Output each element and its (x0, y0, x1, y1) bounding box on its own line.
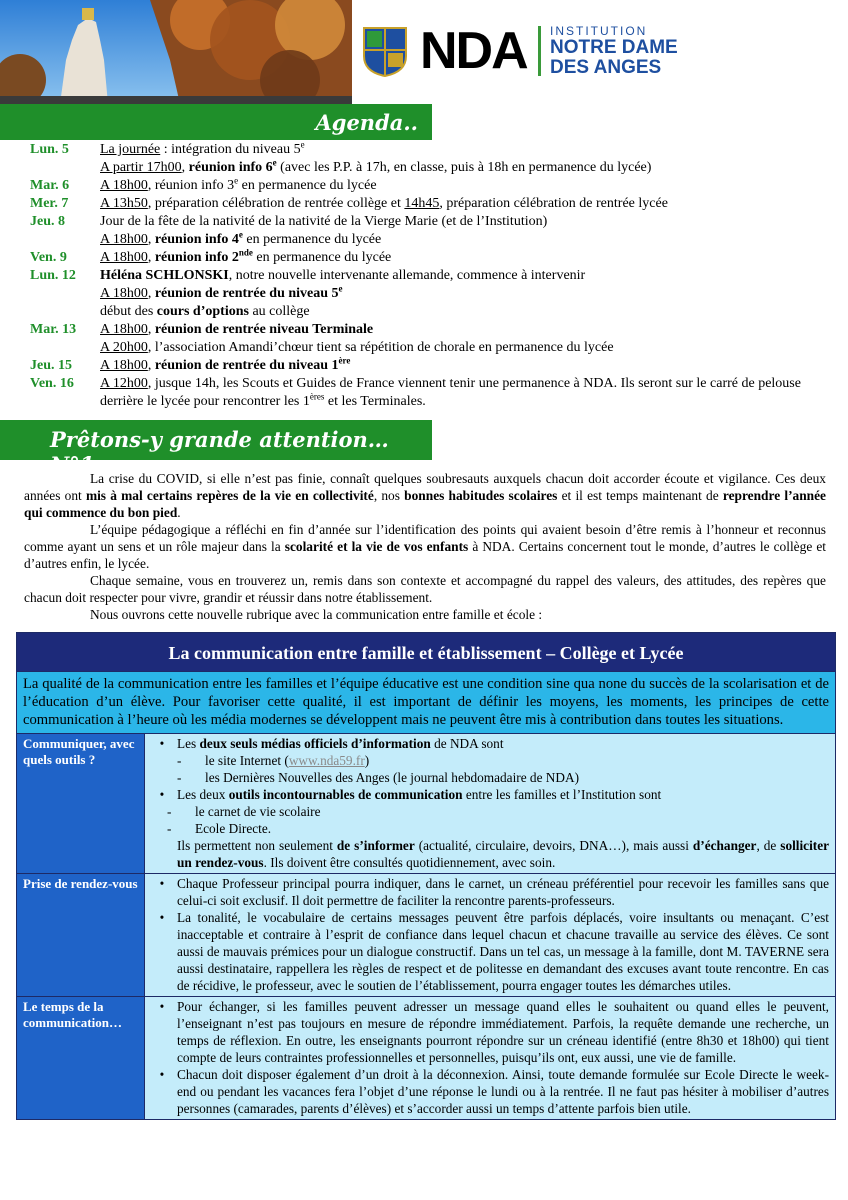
agenda-day: Jeu. 8 (30, 214, 65, 229)
page-header (0, 0, 848, 104)
agenda-day (30, 303, 100, 321)
agenda-day: Jeu. 15 (30, 358, 72, 373)
site-link[interactable]: www.nda59.fr (288, 753, 365, 768)
list-sub-item: - le site Internet (www.nda59.fr) (177, 753, 370, 768)
agenda-row (30, 375, 830, 411)
communication-table (16, 632, 836, 1120)
agenda-text: A 18h00, réunion info 3e en permanence du lycée (100, 175, 377, 193)
bullet-icon: • (159, 1067, 165, 1082)
logo-letters: NDA (420, 22, 527, 80)
agenda-day: Ven. 16 (30, 376, 74, 391)
agenda-text: A 18h00, réunion de rentrée du niveau 1ère (100, 355, 351, 373)
agenda-text: début des cours d’options au collège (100, 304, 310, 319)
agenda-text: Héléna SCHLONSKI, notre nouvelle intervenante allemande, commence à intervenir (100, 268, 586, 283)
table-title: La communication entre famille et établissement – Collège et Lycée (17, 633, 835, 671)
agenda-text: La journée : intégration du niveau 5e (100, 139, 305, 157)
preton-banner (0, 420, 432, 477)
row-content-rdv (145, 874, 835, 996)
institution-name (550, 38, 678, 78)
list-item-tail: Ils permettent non seulement de s’informer (actualité, circulaire, devoirs, DNA…), mais aussi d’échanger, de solliciter un rendez-vous. Ils doivent être consultés quotidiennement, avec soin. (177, 838, 829, 870)
list-sub-item: - les Dernières Nouvelles des Anges (le journal hebdomadaire de NDA) (177, 770, 580, 785)
list-item: • Pour échanger, si les familles peuvent adresser un message quand elles le souhaitent ou quand elles le peuvent, l’enseignant n’est pas toujours en mesure de répondre immédiatement. Parfois, la requête demande une recherche, un temps de réflexion. En outre, les enseignants pourront répondre sur un créneau identifié (entre 8h30 et 18h00) qui tient compte de leurs contraintes professionnelles et personnelles, puisqu’ils ont, eux aussi, une vie de famille. (147, 998, 829, 1066)
preton-title: Prêtons-y grande attention… N°1 (50, 427, 389, 477)
table-row (17, 873, 835, 996)
row-label-temps: Le temps de la communication… (17, 997, 145, 1119)
agenda-text: A 20h00, l’association Amandi’chœur tient sa répétition de chorale en permanence du lycée (100, 340, 614, 355)
agenda-text: A 12h00, jusque 14h, les Scouts et Guides de France viennent tenir une permanence à NDA. Ils seront sur le carré de pelouse derrière le lycée pour rencontrer les 1ères et les Terminales. (100, 376, 801, 409)
agenda-row (30, 285, 830, 303)
bullet-icon: • (159, 910, 165, 925)
bullet-icon: • (159, 999, 165, 1014)
intro-paragraph: Nous ouvrons cette nouvelle rubrique avec la communication entre famille et école : (90, 607, 543, 622)
agenda-title: Agenda.. (315, 110, 418, 135)
institution-label: INSTITUTION (550, 24, 648, 38)
preton-intro (24, 470, 826, 623)
agenda-row (30, 303, 830, 321)
intro-paragraph: La crise du COVID, si elle n’est pas finie, connaît quelques soubresauts auxquels chacun doit accorder écoute et vigilance. Ces deux années ont mis à mal certains repères de la vie en collectivité, nos bonnes habitudes scolaires et il est temps maintenant de reprendre l’année qui commence du bon pied. (24, 471, 827, 520)
agenda-row (30, 249, 830, 267)
bullet-icon: • (159, 876, 165, 891)
list-item: • Les deux seuls médias officiels d’information de NDA sont (147, 735, 829, 752)
intro-paragraph: Chaque semaine, vous en trouverez un, remis dans son contexte et accompagné du rappel des valeurs, des attitudes, des repères que chacun doit respecter pour vivre, grandir et réussir dans notre établissement. (24, 573, 826, 605)
agenda-list (30, 141, 830, 411)
agenda-day: Lun. 12 (30, 268, 76, 283)
crest-icon (362, 26, 408, 78)
agenda-text: A 13h50, préparation célébration de rentrée collège et 14h45, préparation célébration de rentrée lycée (100, 196, 668, 211)
list-item: • La tonalité, le vocabulaire de certains messages peuvent être parfois déplacés, voire insultants ou menaçant. C’est inacceptable et contraire à l’esprit de confiance dans lequel chacun et chacune travaille au service des élèves. Ce sont aussi de mauvais prémices pour un dialogue constructif. Dans un tel cas, un message à la famille, dont M. TAVERNE sera aussi destinataire, rappellera les règles de respect et de politesse en demandant des excuses avant toute rencontre. En cas de récidive, le professeur, avec le soutien de l’établissement, pourra engager toutes les démarches utiles. (147, 909, 829, 994)
agenda-day (30, 339, 100, 357)
intro-paragraph: L’équipe pédagogique a réfléchi en fin d’année sur l’identification des points qui avaient besoin d’être remis à l’honneur et reconnus comme ayant un sens et un rôle majeur dans la scolarité et la vie de vos enfants à NDA. Certains concernent tout le monde, d’autres le collège et d’autres enfin, le lycée. (24, 522, 826, 571)
agenda-day: Mer. 7 (30, 196, 69, 211)
agenda-row (30, 339, 830, 357)
agenda-day (30, 159, 100, 177)
agenda-row (30, 213, 830, 231)
agenda-day: Mar. 13 (30, 322, 77, 337)
table-intro: La qualité de la communication entre les familles et l’équipe éducative est une condition sine qua none du succès de la scolarisation et de l’éducation d’un élève. Pour favoriser cette qualité, il est important de définir les moyens, les moments, les principes de cette communication à l’heure où les média modernes se développent mais ne peuvent être mis à contribution dans toutes les situations. (17, 671, 835, 733)
agenda-text: A 18h00, réunion info 2nde en permanence du lycée (100, 247, 392, 265)
row-content-temps (145, 997, 835, 1119)
list-item: • Les deux outils incontournables de communication entre les familles et l’Institution sont (147, 786, 829, 803)
table-row (17, 733, 835, 873)
institution-line-2: DES ANGES (550, 57, 662, 78)
agenda-text: A 18h00, réunion de rentrée niveau Terminale (100, 322, 374, 337)
agenda-row (30, 231, 830, 249)
agenda-text: Jour de la fête de la nativité de la nativité de la Vierge Marie (et de l’Institution) (100, 214, 548, 229)
list-sub-item: - Ecole Directe. (167, 821, 272, 836)
agenda-day (30, 231, 100, 249)
agenda-day (30, 285, 100, 303)
agenda-row (30, 195, 830, 213)
list-item: • Chacun doit disposer également d’un droit à la déconnexion. Ainsi, toute demande formulée sur Ecole Directe le week-end ou pendant les vacances fera l’objet d’une réponse le lundi ou à la rentrée. Il ne faut pas hésiter à mobiliser d’autres personnes (camarades, parents d’élèves) et s’accorder aussi un temps d’attente parfois bien utile. (147, 1066, 829, 1117)
header-photo (0, 0, 352, 104)
row-content-outils (145, 734, 835, 873)
list-item: • Chaque Professeur principal pourra indiquer, dans le carnet, un créneau préférentiel pour recevoir les familles sans que celui-ci soit exclusif. Il doit permettre de faciliter la rencontre parents-professeurs. (147, 875, 829, 909)
agenda-day: Mar. 6 (30, 178, 70, 193)
agenda-banner (0, 104, 432, 140)
agenda-row (30, 141, 830, 159)
agenda-row (30, 321, 830, 339)
row-label-rdv: Prise de rendez-vous (17, 874, 145, 996)
agenda-text: A 18h00, réunion info 4e en permanence du lycée (100, 229, 382, 247)
agenda-day: Ven. 9 (30, 250, 67, 265)
agenda-row (30, 357, 830, 375)
bullet-icon: • (159, 787, 165, 802)
bullet-icon: • (159, 736, 165, 751)
agenda-row (30, 159, 830, 177)
nda-logo (362, 22, 722, 82)
agenda-text: A partir 17h00, réunion info 6e (avec les P.P. à 17h, en classe, puis à 18h en permanence du lycée) (100, 157, 652, 175)
institution-line-1: NOTRE DAME (550, 37, 678, 58)
agenda-text: A 18h00, réunion de rentrée du niveau 5e (100, 283, 343, 301)
logo-divider (538, 26, 541, 76)
list-sub-item: - le carnet de vie scolaire (167, 804, 321, 819)
agenda-day: Lun. 5 (30, 142, 69, 157)
row-label-outils: Communiquer, avec quels outils ? (17, 734, 145, 873)
table-row (17, 996, 835, 1119)
agenda-row (30, 267, 830, 285)
agenda-row (30, 177, 830, 195)
